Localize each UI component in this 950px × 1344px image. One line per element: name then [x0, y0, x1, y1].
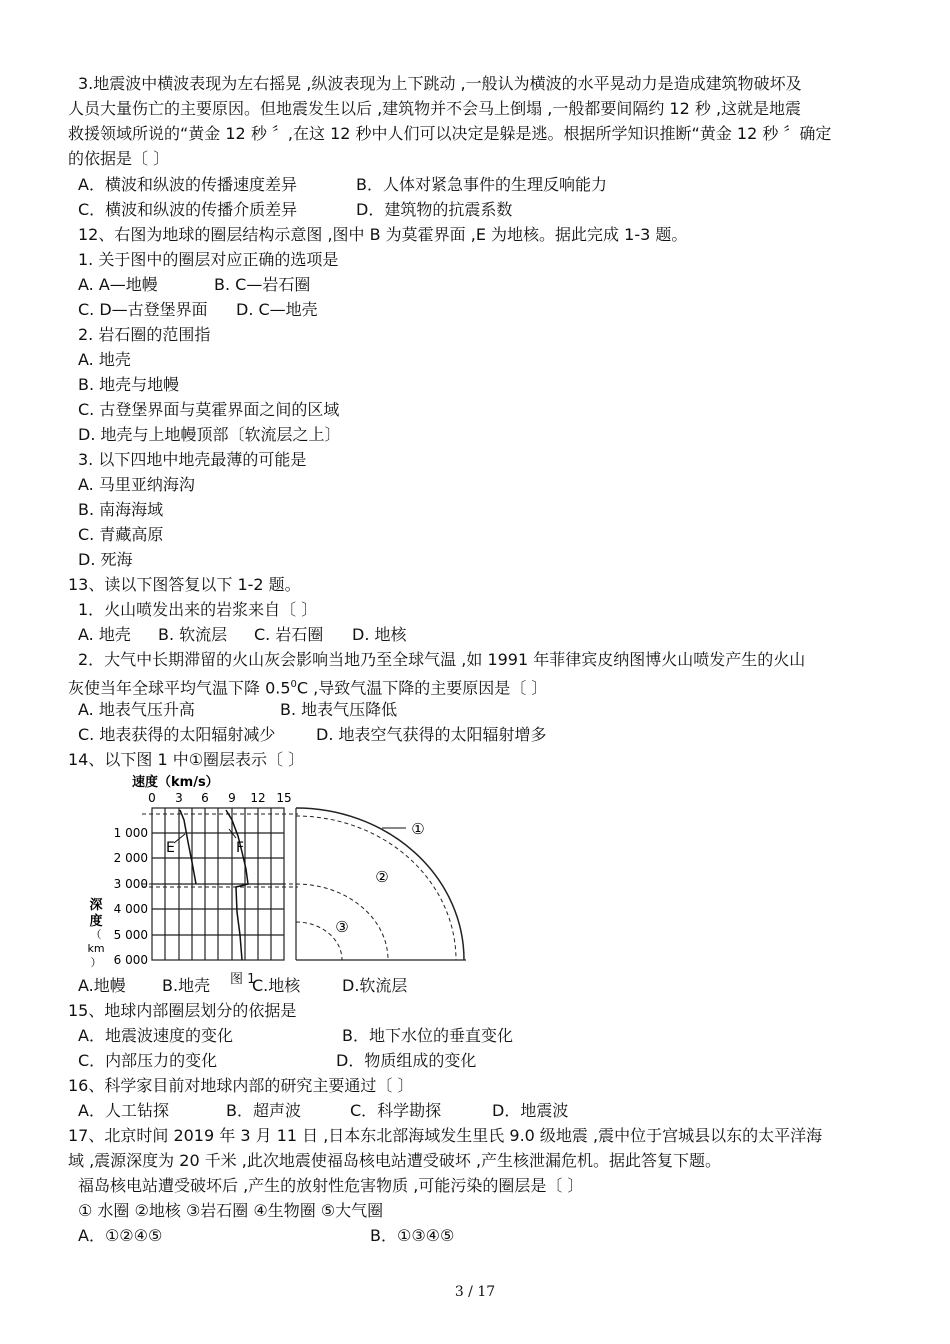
speed-axis-label: 速度（km/s）: [132, 775, 219, 790]
q12-sub2-option-d: D. 地壳与上地幔顶部〔软流层之上〕: [78, 425, 341, 444]
q15-option-d: D．物质组成的变化: [336, 1051, 477, 1070]
q17-items: ① 水圈 ②地核 ③岩石圈 ④生物圈 ⑤大气圈: [78, 1201, 384, 1220]
q3-option-a: A．横波和纵波的传播速度差异: [78, 175, 297, 194]
speed-tick: 12: [250, 791, 266, 805]
depth-tick: 5 000: [113, 928, 148, 942]
q17-line-2: 域 ,震源深度为 20 千米 ,此次地震使福岛核电站遭受破坏 ,产生核泄漏危机。据此答复下题。: [68, 1151, 722, 1170]
q13-sub2-option-c: C. 地表获得的太阳辐射减少: [78, 725, 276, 744]
page-number: 3 / 17: [454, 1284, 496, 1300]
q3-option-d: D．建筑物的抗震系数: [356, 200, 513, 219]
q12-sub1: 1. 关于图中的圈层对应正确的选项是: [78, 250, 339, 269]
q3-line-1: 3.地震波中横波表现为左右摇晃 ,纵波表现为上下跳动 ,一般认为横波的水平晃动力是造成建筑物破坏及: [78, 74, 802, 93]
q3-line-4: 的依据是〔 〕: [68, 149, 170, 168]
q15-option-a: A．地震波速度的变化: [78, 1026, 233, 1045]
depth-tick: 4 000: [113, 902, 148, 916]
earth-interior-figure: [76, 772, 476, 972]
q12-sub1-option-c: C. D—古登堡界面: [78, 300, 208, 319]
degree-sup: 0: [290, 679, 297, 690]
q14-option-c: C.地核: [252, 976, 301, 995]
q3-option-b: B．人体对紧急事件的生理反响能力: [356, 175, 607, 194]
q15-stem: 15、地球内部圈层划分的依据是: [68, 1001, 297, 1020]
q13-sub2-line-1: 2．大气中长期滞留的火山灰会影响当地乃至全球气温 ,如 1991 年菲律宾皮纳图博火山喷发产生的火山: [78, 650, 806, 669]
q16-option-d: D．地震波: [492, 1101, 569, 1120]
q12-sub1-option-a: A. A—地幔: [78, 275, 158, 294]
q12-sub3: 3. 以下四地中地壳最薄的可能是: [78, 450, 307, 469]
q12-sub3-option-b: B. 南海海域: [78, 500, 164, 519]
speed-tick: 0: [148, 791, 156, 805]
wave-e-curve: [180, 810, 196, 884]
depth-axis-label: （: [90, 928, 102, 941]
q14-option-d: D.软流层: [342, 976, 408, 995]
speed-tick: 15: [276, 791, 292, 805]
q12-stem: 12、右图为地球的圈层结构示意图 ,图中 B 为莫霍界面 ,E 为地核。据此完成 1-3 题。: [78, 225, 688, 244]
q12-sub3-option-d: D. 死海: [78, 550, 133, 569]
q14-option-b: B.地壳: [162, 976, 211, 995]
q17-option-a: A．①②④⑤: [78, 1226, 163, 1245]
q16-stem: 16、科学家目前对地球内部的研究主要通过〔 〕: [68, 1076, 414, 1095]
depth-tick: 6 000: [113, 953, 148, 967]
q17-option-b: B．①③④⑤: [370, 1226, 455, 1245]
q12-sub1-option-d: D. C—地壳: [236, 300, 318, 319]
q13-sub1: 1．火山喷发出来的岩浆来自〔 〕: [78, 600, 318, 619]
q12-sub2: 2. 岩石圈的范围指: [78, 325, 211, 344]
speed-tick: 9: [228, 791, 236, 805]
q12-sub2-option-b: B. 地壳与地幔: [78, 375, 180, 394]
q13-sub2-option-d: D. 地表空气获得的太阳辐射增多: [316, 725, 547, 744]
q3-line-2: 人员大量伤亡的主要原因。但地震发生以后 ,建筑物并不会马上倒塌 ,一般都要间隔约 12 秒 ,这就是地震: [68, 99, 802, 118]
wave-f-label: F: [236, 840, 245, 856]
q12-sub2-option-a: A. 地壳: [78, 350, 131, 369]
depth-tick: 1 000: [113, 826, 148, 840]
q13-sub1-option-d: D. 地核: [352, 625, 407, 644]
q14-option-a: A.地幔: [78, 976, 126, 995]
q12-sub3-option-c: C. 青藏高原: [78, 525, 164, 544]
layer-1-label: ①: [411, 820, 425, 838]
depth-axis-label: km: [87, 942, 105, 955]
q12-sub1-option-b: B. C—岩石圈: [214, 275, 311, 294]
q3-option-c: C．横波和纵波的传播介质差异: [78, 200, 298, 219]
q13-stem: 13、读以下图答复以下 1-2 题。: [68, 575, 301, 594]
q13-sub1-option-a: A. 地壳: [78, 625, 131, 644]
q12-sub2-option-c: C. 古登堡界面与莫霍界面之间的区域: [78, 400, 340, 419]
q17-line-1: 17、北京时间 2019 年 3 月 11 日 ,日本东北部海域发生里氏 9.0 级地震 ,震中位于宫城县以东的太平洋海: [68, 1126, 823, 1145]
figure-caption: 图 1: [230, 972, 256, 987]
depth-axis-label: 深: [89, 898, 103, 913]
speed-tick: 6: [201, 791, 209, 805]
depth-tick: 3 000: [113, 877, 148, 891]
q13-sub2-option-b: B. 地表气压降低: [280, 700, 398, 719]
depth-axis-label: 度: [89, 914, 103, 929]
depth-axis-label: ）: [90, 956, 102, 969]
q15-option-c: C．内部压力的变化: [78, 1051, 218, 1070]
wave-e-label: E: [166, 840, 175, 856]
layer-2-label: ②: [375, 868, 389, 886]
q3-line-3: 救援领域所说的“黄金 12 秒 〞,在这 12 秒中人们可以决定是躲是逃。根据所学知识推断“黄金 12 秒 〞确定: [68, 124, 832, 143]
q13-sub2-line-2: 灰使当年全球平均气温下降 $0.5^0C$ ,导致气温下降的主要原因是〔 〕: [68, 678, 548, 698]
q16-option-c: C．科学勘探: [350, 1101, 442, 1120]
q16-option-b: B．超声波: [226, 1101, 301, 1120]
q13-sub1-option-c: C. 岩石圈: [254, 625, 324, 644]
q13-sub2-option-a: A. 地表气压升高: [78, 700, 195, 719]
layer-3-label: ③: [335, 918, 349, 936]
q12-sub3-option-a: A. 马里亚纳海沟: [78, 475, 195, 494]
q13-sub1-option-b: B. 软流层: [158, 625, 228, 644]
speed-tick: 3: [175, 791, 183, 805]
q15-option-b: B．地下水位的垂直变化: [342, 1026, 513, 1045]
q17-sub: 福岛核电站遭受破坏后 ,产生的放射性危害物质 ,可能污染的圈层是〔 〕: [78, 1176, 584, 1195]
depth-tick: 2 000: [113, 851, 148, 865]
q14-stem: 14、以下图 1 中①圈层表示〔 〕: [68, 750, 305, 769]
q16-option-a: A．人工钻探: [78, 1101, 169, 1120]
